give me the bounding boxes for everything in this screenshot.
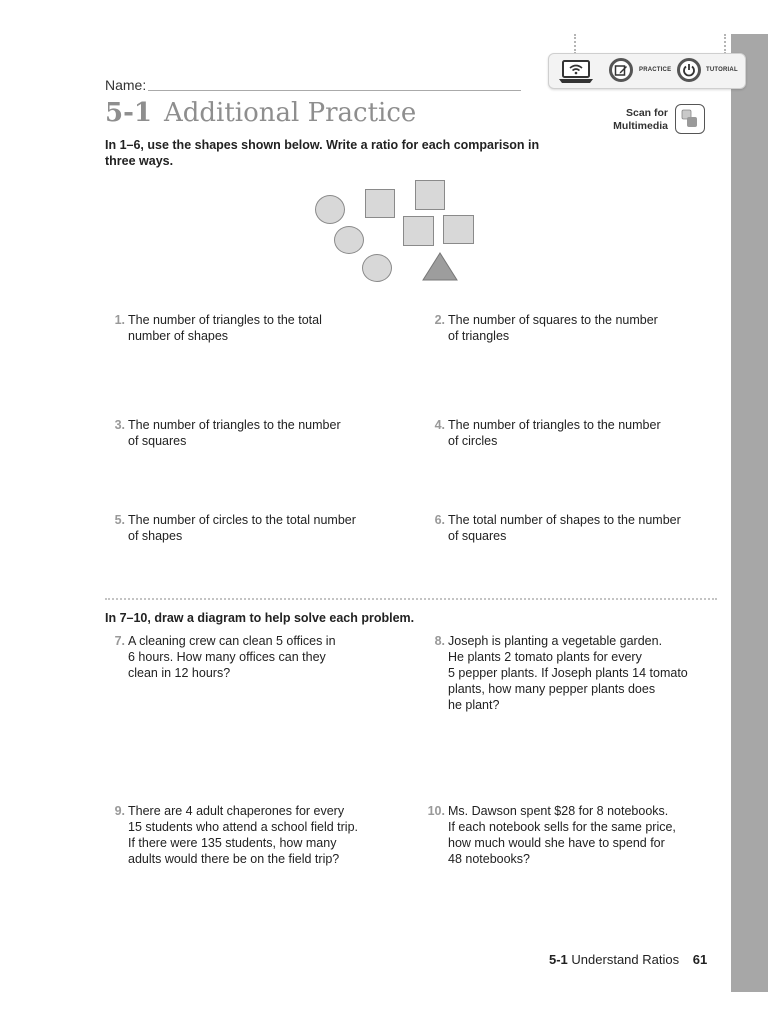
shape-square	[415, 180, 445, 210]
section-divider	[105, 598, 717, 600]
footer-lesson-number: 5-1	[549, 952, 568, 967]
problem-number: 5.	[114, 513, 125, 527]
laptop-wifi-icon[interactable]	[557, 57, 595, 85]
problem-1	[105, 312, 415, 344]
problem-text: Joseph is planting a vegetable garden. He plants 2 tomato plants for every 5 pepper plants. If Joseph plants 14 tomato plants, how many pepper plants does he plant?	[448, 634, 688, 712]
shape-square	[365, 189, 395, 218]
instructions-1-6: In 1–6, use the shapes shown below. Write a ratio for each comparison in three ways.	[105, 138, 540, 168]
tutorial-label[interactable]: TUTORIAL	[706, 67, 738, 73]
shape-circle	[362, 254, 392, 282]
scan-for-multimedia	[596, 107, 668, 133]
problem-text: The number of triangles to the number of squares	[128, 418, 341, 448]
problem-text: The number of squares to the number of triangles	[448, 313, 658, 343]
instructions-7-10: In 7–10, draw a diagram to help solve each problem.	[105, 611, 415, 625]
digital-toolbar	[548, 53, 746, 89]
problem-number: 8.	[434, 634, 445, 648]
problem-number: 4.	[434, 418, 445, 432]
practice-label[interactable]: PRACTICE	[639, 67, 672, 73]
page-edge-bar	[731, 34, 768, 992]
problem-number: 6.	[434, 513, 445, 527]
name-label: Name:	[105, 77, 147, 93]
scan-line1: Scan for	[625, 107, 668, 119]
problem-text: A cleaning crew can clean 5 offices in 6 hours. How many offices can they clean in 12 hours?	[128, 634, 336, 680]
problem-8	[425, 633, 725, 713]
problem-3	[105, 417, 415, 449]
shape-triangle	[422, 252, 458, 282]
practice-pencil-icon[interactable]	[609, 58, 633, 82]
problem-number: 2.	[434, 313, 445, 327]
problem-number: 3.	[114, 418, 125, 432]
problem-number: 7.	[114, 634, 125, 648]
lesson-number: 5-1	[105, 98, 152, 128]
problem-10	[425, 803, 725, 867]
page-footer	[549, 952, 707, 967]
lesson-title-text: Additional Practice	[163, 98, 417, 128]
shape-square	[443, 215, 474, 244]
problem-2	[425, 312, 725, 344]
problem-text: The number of triangles to the number of circles	[448, 418, 661, 448]
footer-lesson-name: Understand Ratios	[571, 952, 680, 967]
toolbar-connector	[574, 34, 576, 54]
shape-circle	[334, 226, 364, 254]
shape-circle	[315, 195, 345, 224]
problem-number: 10.	[427, 804, 445, 818]
problem-text: The total number of shapes to the number of squares	[448, 513, 681, 543]
name-field-line[interactable]	[148, 90, 521, 91]
shape-square	[403, 216, 434, 246]
problem-number: 9.	[114, 804, 125, 818]
problem-9	[105, 803, 415, 867]
problem-text: The number of circles to the total number of shapes	[128, 513, 356, 543]
lesson-title	[105, 98, 416, 128]
tutorial-power-icon[interactable]	[677, 58, 701, 82]
scan-line2: Multimedia	[613, 120, 668, 132]
problem-text: The number of triangles to the total number of shapes	[128, 313, 322, 343]
problem-text: There are 4 adult chaperones for every 15 students who attend a school field trip. If there were 135 students, how many adults would there be on the field trip?	[128, 804, 359, 866]
problem-number: 1.	[114, 313, 125, 327]
problem-4	[425, 417, 725, 449]
problem-6	[425, 512, 725, 544]
page-number: 61	[692, 952, 708, 967]
multimedia-scan-icon[interactable]	[675, 104, 705, 134]
problem-text: Ms. Dawson spent $28 for 8 notebooks. If each notebook sells for the same price, how much would she have to spend for 48 notebooks?	[448, 804, 676, 866]
problem-5	[105, 512, 415, 544]
toolbar-connector	[724, 34, 726, 54]
problem-7	[105, 633, 415, 681]
